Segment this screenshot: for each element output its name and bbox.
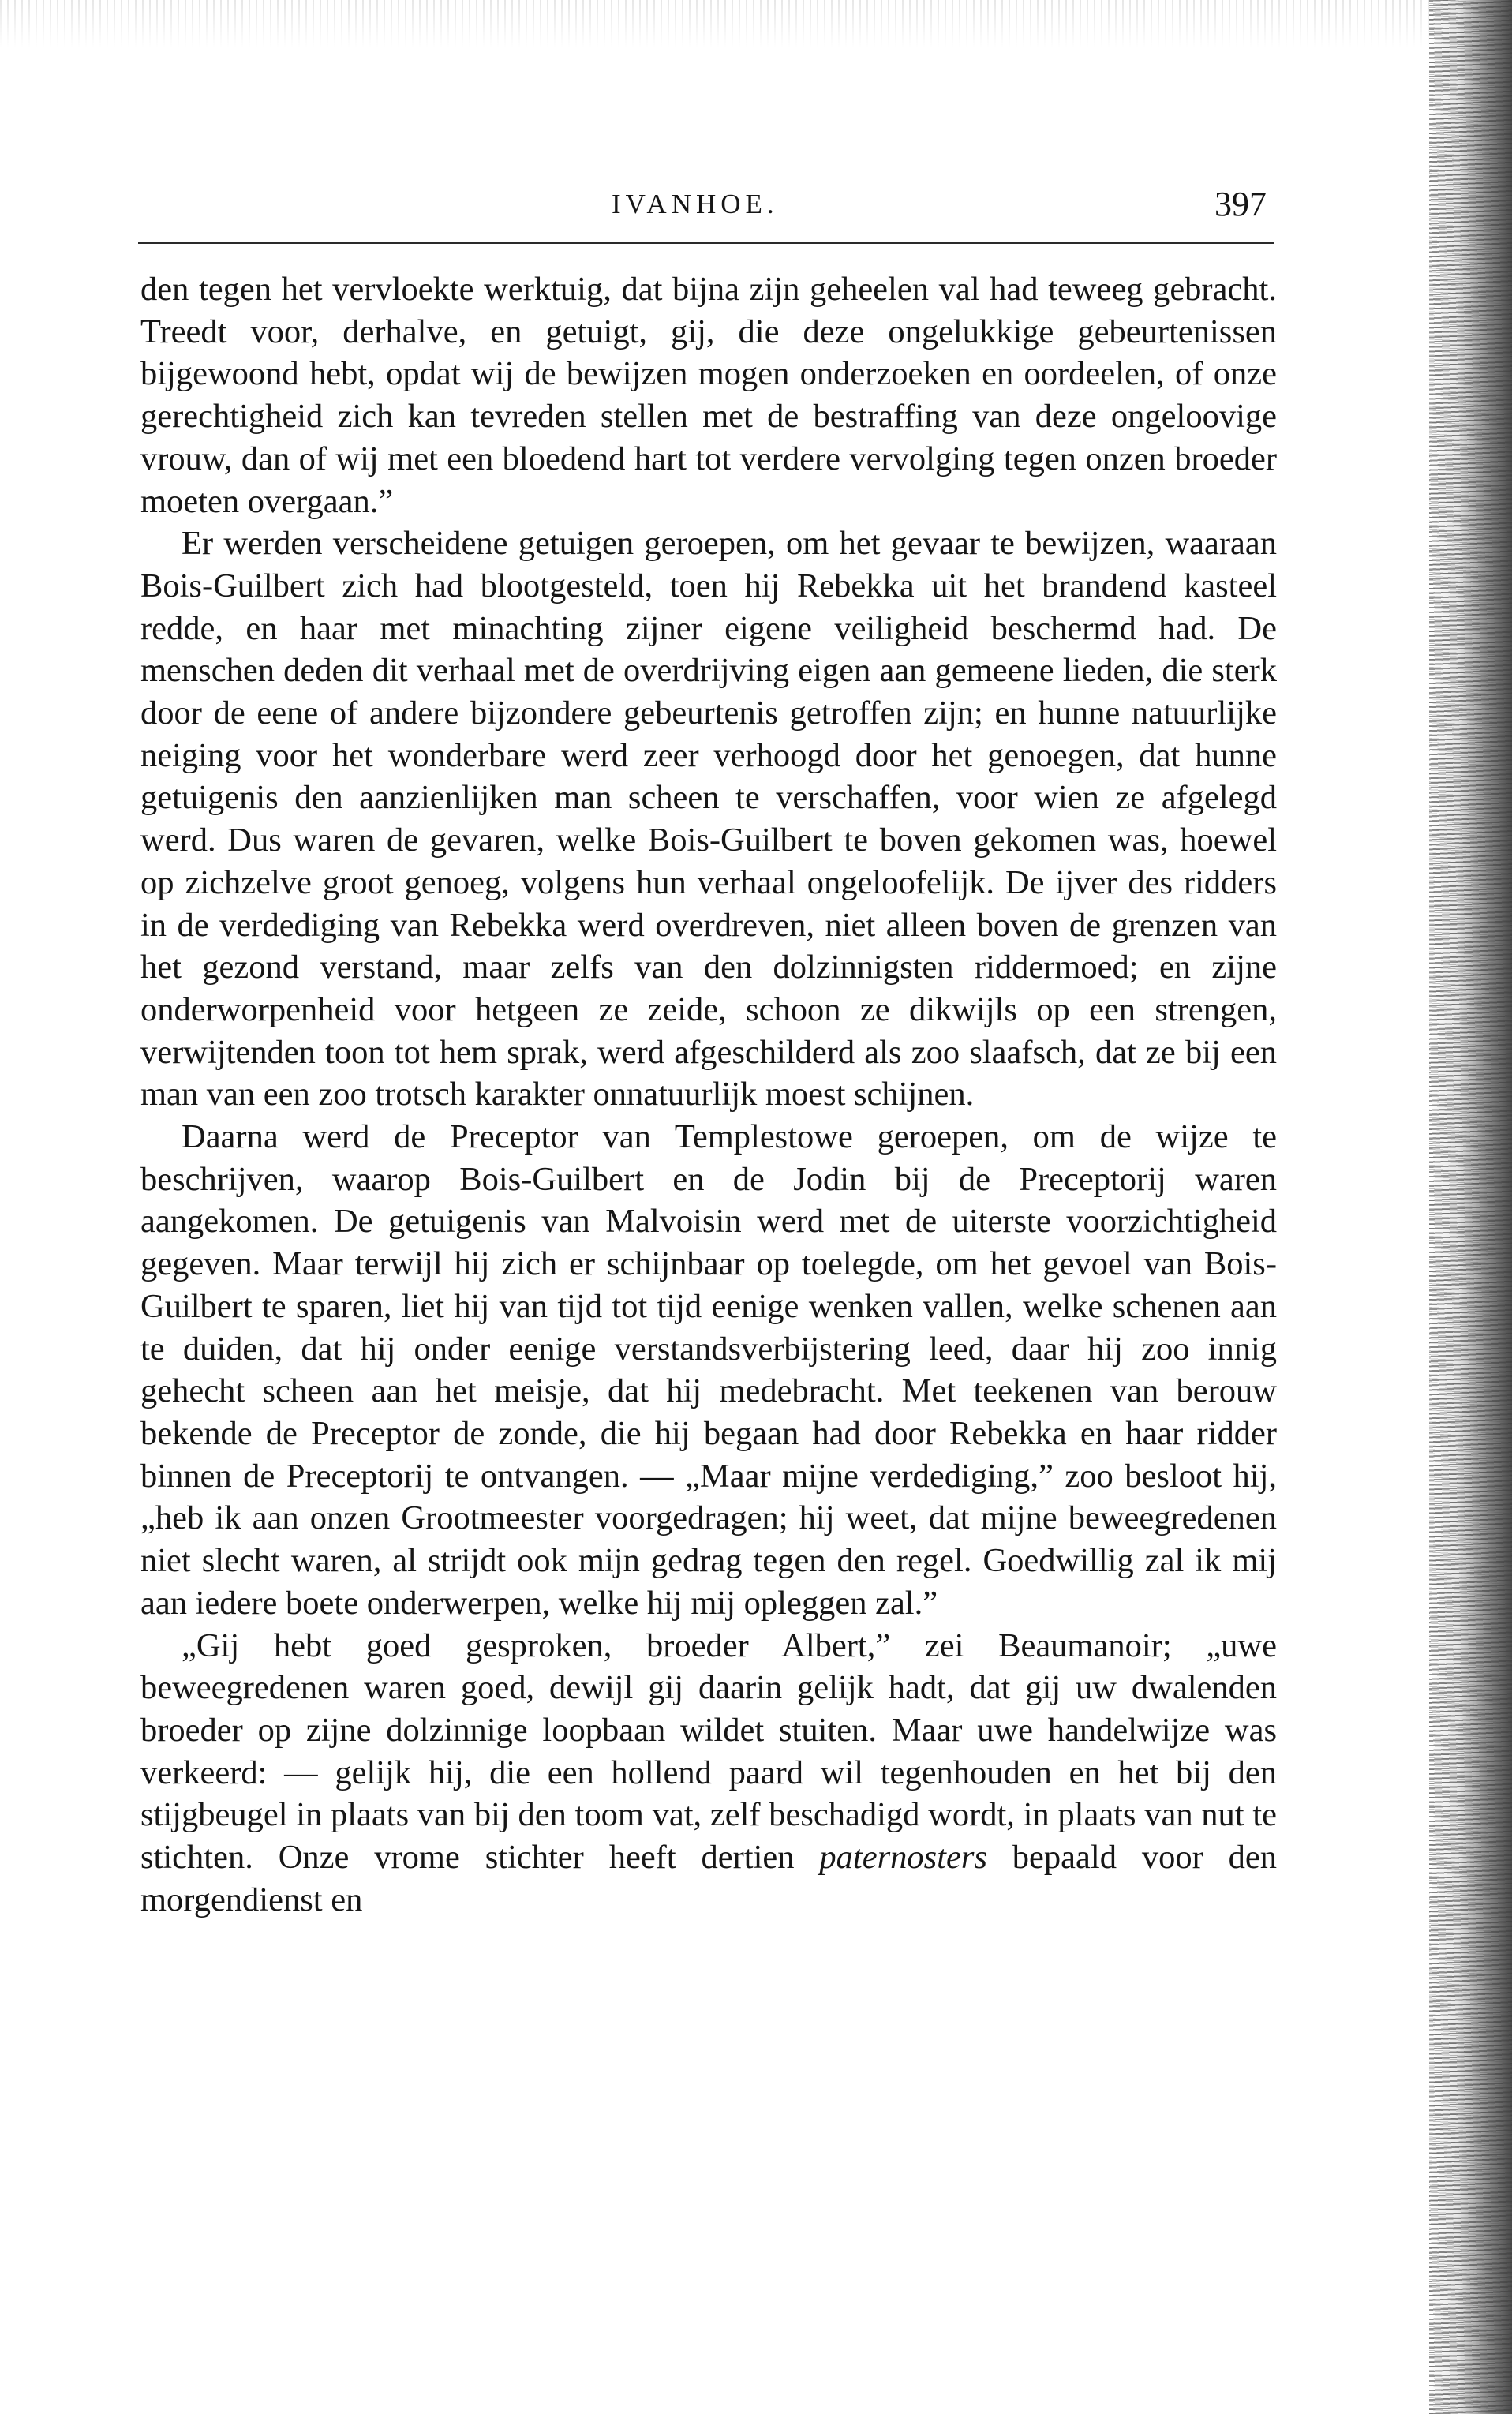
paragraph-text: bepaald voor den morgendienst en — [140, 1839, 1277, 1918]
paragraph: Daarna werd de Preceptor van Templestowe geroepen, om de wijze te beschrijven, waarop Bois-Guilbert en de Jodin bij de Preceptorij waren aangekomen. De getuigenis van Malvoisin werd met de uiterste voorzichtigheid gegeven. Maar terwijl hij zich er schijnbaar op toelegde, om het gevoel van Bois-Guilbert te sparen, liet hij van tijd tot tijd eenige wenken vallen, welke schenen aan te duiden, dat hij onder eenige verstandsverbijstering leed, daar hij zoo innig gehecht scheen aan het meisje, dat hij medebracht. Met teekenen van berouw bekende de Preceptor de zonde, die hij begaan had door Rebekka en haar ridder binnen de Preceptorij te ontvangen. — „Maar mijne verdediging,” zoo besloot hij, „heb ik aan onzen Grootmeester voorgedragen; hij weet, dat mijne beweegredenen niet slecht waren, al strijdt ook mijn gedrag tegen den regel. Goedwillig zal ik mij aan iedere boete onderwerpen, welke hij mij opleggen zal.” — [140, 1118, 1277, 1622]
paragraph-continued: den tegen het vervloekte werktuig, dat bijna zijn geheelen val had teweeg gebracht. Treedt voor, derhalve, en getuigt, gij, die deze ongelukkige gebeurtenissen bijgewoond hebt, opdat wij de bewijzen mogen onderzoeken en oordeelen, of onze gerechtigheid zich kan tevreden stellen met de bestraffing van deze ongeloovige vrouw, dan of wij met een bloedend hart tot verdere vervolging tegen onzen broeder moeten overgaan.” — [140, 271, 1277, 520]
body-text — [140, 268, 1277, 1921]
header-rule — [138, 242, 1274, 244]
paragraph-last — [140, 1625, 1277, 1922]
running-title: IVANHOE. — [612, 189, 779, 219]
page-header — [138, 178, 1274, 241]
scan-page-edge — [1429, 0, 1512, 2414]
page-number: 397 — [1214, 185, 1267, 223]
paragraph-text: „Gij hebt goed gesproken, broeder Albert,” zei Beaumanoir; „uwe beweegredenen waren goed, dewijl gij daarin gelijk hadt, dat gij uw dwalenden broeder op zijne dolzinnige loopbaan wildet stuiten. Maar uwe handelwijze was verkeerd: — gelijk hij, die een hollend paard wil tegenhouden en het bij den stijgbeugel in plaats van bij den toom vat, zelf beschadigd wordt, in plaats van nut te stichten. Onze vrome stichter heeft dertien — [140, 1626, 1277, 1877]
paragraph: Er werden verscheidene getuigen geroepen, om het gevaar te bewijzen, waaraan Bois-Guilbert zich had blootgesteld, toen hij Rebekka uit het brandend kasteel redde, en haar met minachting zijner eigene veiligheid beschermd had. De menschen deden dit verhaal met de overdrijving eigen aan gemeene lieden, die sterk door de eene of andere bijzondere gebeurtenis getroffen zijn; en hunne natuurlijke neiging voor het wonderbare werd zeer verhoogd door het genoegen, dat hunne getuigenis den aanzienlijken man scheen te verschaffen, voor wien ze afgelegd werd. Dus waren de gevaren, welke Bois-Guilbert te boven gekomen was, hoewel op zichzelve groot genoeg, volgens hun verhaal ongeloofelijk. De ijver des ridders in de verdediging van Rebekka werd overdreven, niet alleen boven de grenzen van het gezond verstand, maar zelfs van den dolzinnigsten riddermoed; en zijne onderworpenheid voor hetgeen ze zeide, schoon ze dikwijls op een strengen, verwijtenden toon tot hem sprak, werd afgeschilderd als zoo slaafsch, dat ze bij een man van een zoo trotsch karakter onnatuurlijk moest schijnen. — [140, 525, 1277, 1113]
italic-term: paternosters — [819, 1839, 987, 1877]
scan-top-noise — [0, 0, 1512, 47]
